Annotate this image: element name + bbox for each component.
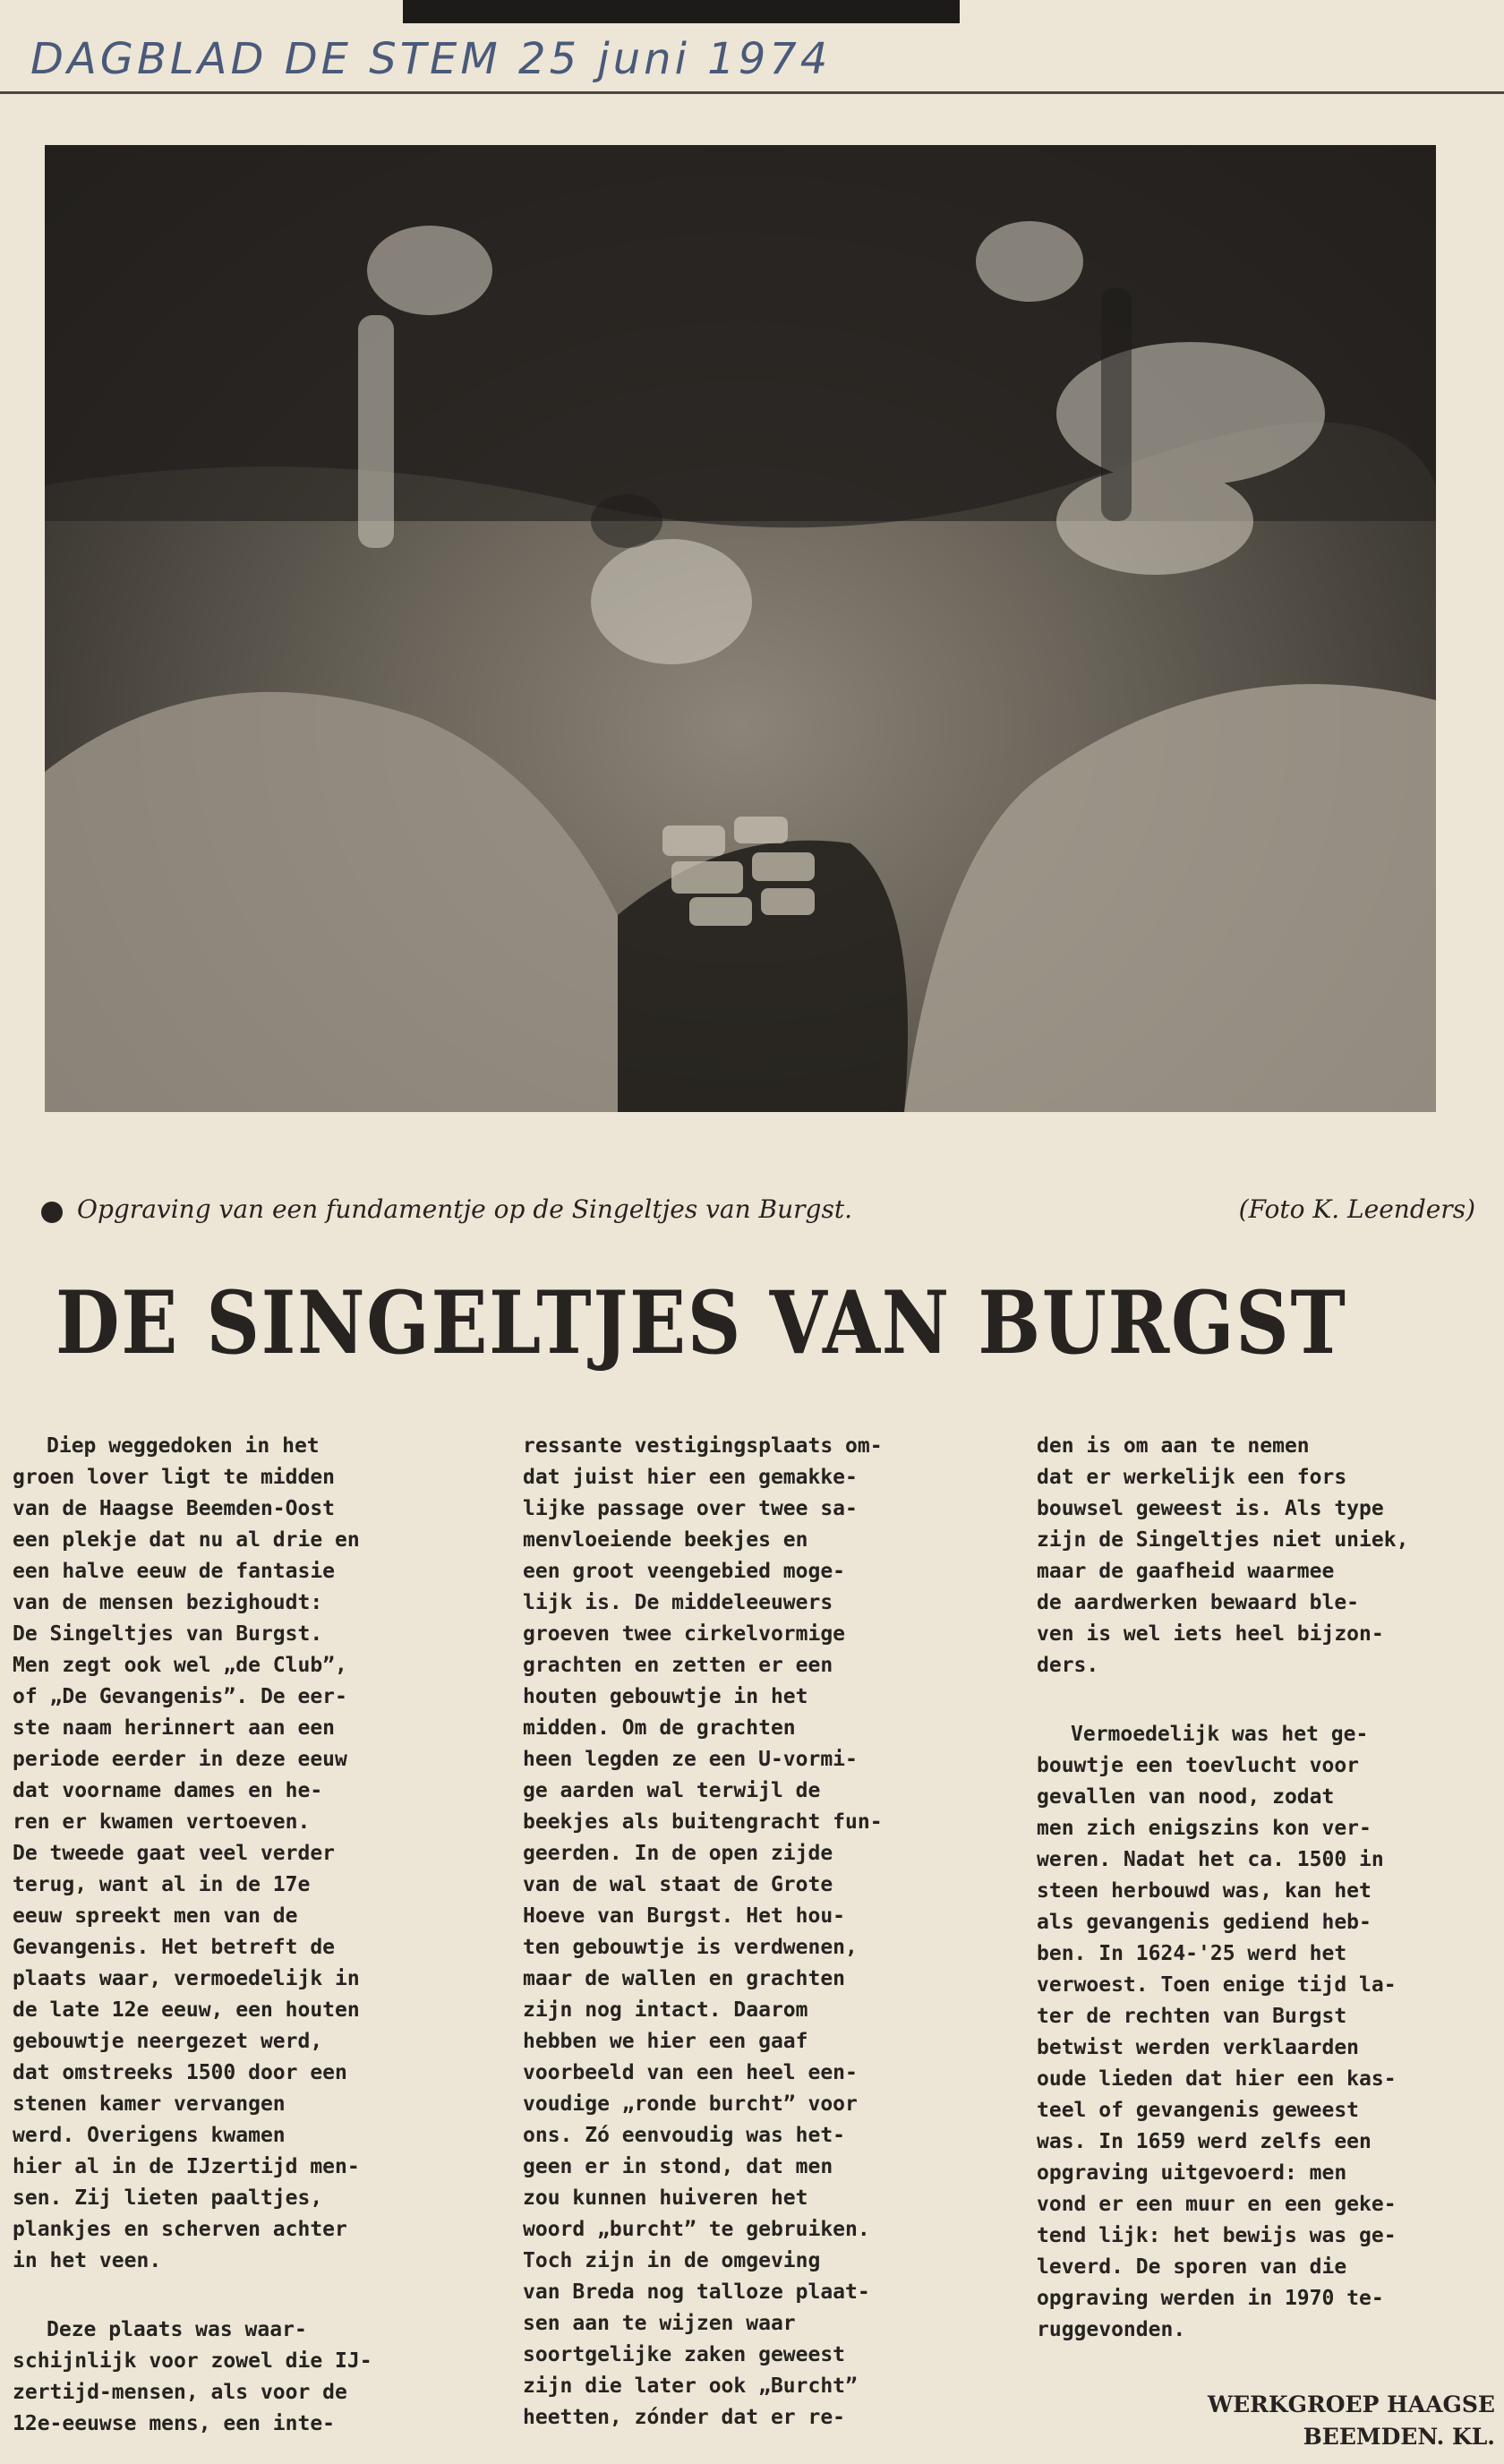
text-line: houten gebouwtje in het	[523, 1685, 808, 1708]
text-line: voudige „ronde burcht” voor	[523, 2092, 858, 2116]
text-line: dat omstreeks 1500 door een	[13, 2061, 347, 2084]
text-line: soortgelijke zaken geweest	[523, 2343, 846, 2366]
paragraph-gap	[1037, 1681, 1499, 1719]
text-line: ders.	[1037, 1654, 1099, 1677]
text-line: Deze plaats was waar-	[47, 2318, 307, 2341]
text-line: zijn nog intact. Daarom	[523, 1998, 808, 2022]
text-line: geerden. In de open zijde	[523, 1842, 833, 1865]
text-line: de aardwerken bewaard ble-	[1037, 1591, 1360, 1614]
article-signature	[1110, 2389, 1495, 2453]
text-line: vond er een muur en een geke-	[1037, 2193, 1397, 2216]
text-line: ter de rechten van Burgst	[1037, 2005, 1347, 2028]
text-line: of „De Gevangenis”. De eer-	[13, 1685, 347, 1708]
text-line: ven is wel iets heel bijzon-	[1037, 1622, 1384, 1646]
text-line: hier al in de IJzertijd men-	[13, 2155, 360, 2178]
text-line: steen herbouwd was, kan het	[1037, 1879, 1372, 1903]
text-line: lijk is. De middeleeuwers	[523, 1591, 833, 1614]
text-line: terug, want al in de 17e	[13, 1873, 311, 1896]
caption-bullet-icon	[41, 1202, 63, 1223]
text-line: De tweede gaat veel verder	[13, 1842, 336, 1865]
text-line: werd. Overigens kwamen	[13, 2124, 286, 2147]
header-rule	[0, 91, 1504, 94]
text-line: opgraving uitgevoerd: men	[1037, 2161, 1347, 2185]
text-line: men zich enigszins kon ver-	[1037, 1817, 1372, 1840]
text-line: ste naam herinnert aan een	[13, 1716, 336, 1740]
paragraph-gap	[13, 2277, 474, 2314]
text-line: De Singeltjes van Burgst.	[13, 1622, 323, 1646]
text-line: Hoeve van Burgst. Het hou-	[523, 1904, 846, 1928]
text-line: Vermoedelijk was het ge-	[1071, 1723, 1369, 1746]
article-column-3	[1037, 1431, 1499, 2346]
excavation-photo	[45, 145, 1436, 1112]
photo-credit: (Foto K. Leenders)	[1238, 1194, 1475, 1224]
text-line: in het veen.	[13, 2249, 162, 2272]
text-line: maar de gaafheid waarmee	[1037, 1560, 1335, 1583]
text-line: eeuw spreekt men van de	[13, 1904, 298, 1928]
text-line: dat voorname dames en he-	[13, 1779, 323, 1802]
text-line: Men zegt ook wel „de Club”,	[13, 1654, 347, 1677]
text-line: grachten en zetten er een	[523, 1654, 833, 1677]
text-line: ten gebouwtje is verdwenen,	[523, 1936, 858, 1959]
text-line: den is om aan te nemen	[1037, 1434, 1310, 1458]
text-line: lijke passage over twee sa-	[523, 1497, 858, 1520]
text-line: groeven twee cirkelvormige	[523, 1622, 846, 1646]
text-line: heetten, zónder dat er re-	[523, 2406, 846, 2429]
text-line: als gevangenis gediend heb-	[1037, 1911, 1372, 1934]
text-line: tend lijk: het bewijs was ge-	[1037, 2224, 1397, 2247]
handwritten-source-note: DAGBLAD DE STEM 25 juni 1974	[30, 34, 832, 84]
top-black-bar	[403, 0, 960, 23]
photo-caption-text: Opgraving van een fundamentje op de Singeltjes van Burgst.	[77, 1194, 852, 1224]
text-line: oude lieden dat hier een kas-	[1037, 2067, 1397, 2091]
text-line: van Breda nog talloze plaat-	[523, 2280, 870, 2304]
text-line: van de mensen bezighoudt:	[13, 1591, 323, 1614]
text-line: ben. In 1624-'25 werd het	[1037, 1942, 1347, 1965]
text-line: schijnlijk voor zowel die IJ-	[13, 2349, 372, 2373]
text-line: gebouwtje neergezet werd,	[13, 2030, 323, 2053]
text-line: stenen kamer vervangen	[13, 2092, 286, 2116]
text-line: dat er werkelijk een fors	[1037, 1466, 1347, 1489]
text-line: beekjes als buitengracht fun-	[523, 1810, 883, 1834]
article-column-2	[523, 1431, 988, 2434]
article-column-1	[13, 1431, 474, 2440]
text-line: een halve eeuw de fantasie	[13, 1560, 336, 1583]
text-line: was. In 1659 werd zelfs een	[1037, 2130, 1372, 2153]
signature-line-2: BEEMDEN. KL.	[1303, 2424, 1495, 2450]
text-line: weren. Nadat het ca. 1500 in	[1037, 1848, 1384, 1871]
text-line: Gevangenis. Het betreft de	[13, 1936, 336, 1959]
article-headline: DE SINGELTJES VAN BURGST	[56, 1272, 1347, 1373]
text-line: plaats waar, vermoedelijk in	[13, 1967, 360, 1990]
text-line: teel of gevangenis geweest	[1037, 2099, 1360, 2122]
signature-line-1: WERKGROEP HAAGSE	[1208, 2391, 1495, 2417]
text-line: de late 12e eeuw, een houten	[13, 1998, 360, 2022]
text-line: opgraving werden in 1970 te-	[1037, 2287, 1384, 2310]
text-line: periode eerder in deze eeuw	[13, 1748, 347, 1771]
text-line: leverd. De sporen van die	[1037, 2255, 1347, 2279]
text-line: ruggevonden.	[1037, 2318, 1186, 2341]
text-line: sen. Zij lieten paaltjes,	[13, 2186, 323, 2210]
text-line: Diep weggedoken in het	[47, 1434, 320, 1458]
text-line: bouwtje een toevlucht voor	[1037, 1754, 1360, 1777]
text-line: maar de wallen en grachten	[523, 1967, 846, 1990]
text-line: hebben we hier een gaaf	[523, 2030, 808, 2053]
text-line: groen lover ligt te midden	[13, 1466, 336, 1489]
text-line: woord „burcht” te gebruiken.	[523, 2218, 870, 2241]
text-line: ressante vestigingsplaats om-	[523, 1434, 883, 1458]
text-line: zijn die later ook „Burcht”	[523, 2374, 858, 2398]
text-line: menvloeiende beekjes en	[523, 1528, 808, 1552]
text-line: gevallen van nood, zodat	[1037, 1785, 1335, 1809]
photo-caption	[41, 1194, 1483, 1230]
text-line: verwoest. Toen enige tijd la-	[1037, 1973, 1397, 1997]
text-line: van de wal staat de Grote	[523, 1873, 833, 1896]
text-line: ren er kwamen vertoeven.	[13, 1810, 311, 1834]
text-line: plankjes en scherven achter	[13, 2218, 347, 2241]
text-line: ons. Zó eenvoudig was het-	[523, 2124, 846, 2147]
text-line: een groot veengebied moge-	[523, 1560, 846, 1583]
text-line: voorbeeld van een heel een-	[523, 2061, 858, 2084]
text-line: ge aarden wal terwijl de	[523, 1779, 821, 1802]
text-line: van de Haagse Beemden-Oost	[13, 1497, 336, 1520]
text-line: geen er in stond, dat men	[523, 2155, 833, 2178]
text-line: bouwsel geweest is. Als type	[1037, 1497, 1384, 1520]
text-line: midden. Om de grachten	[523, 1716, 796, 1740]
text-line: 12e-eeuwse mens, een inte-	[13, 2412, 336, 2435]
text-line: betwist werden verklaarden	[1037, 2036, 1360, 2059]
text-line: zijn de Singeltjes niet uniek,	[1037, 1528, 1409, 1552]
text-line: zou kunnen huiveren het	[523, 2186, 808, 2210]
text-line: een plekje dat nu al drie en	[13, 1528, 360, 1552]
text-line: heen legden ze een U-vormi-	[523, 1748, 858, 1771]
text-line: sen aan te wijzen waar	[523, 2312, 796, 2335]
text-line: zertijd-mensen, als voor de	[13, 2381, 347, 2404]
text-line: dat juist hier een gemakke-	[523, 1466, 858, 1489]
excavation-photo-illustration	[45, 145, 1436, 1112]
text-line: Toch zijn in de omgeving	[523, 2249, 821, 2272]
